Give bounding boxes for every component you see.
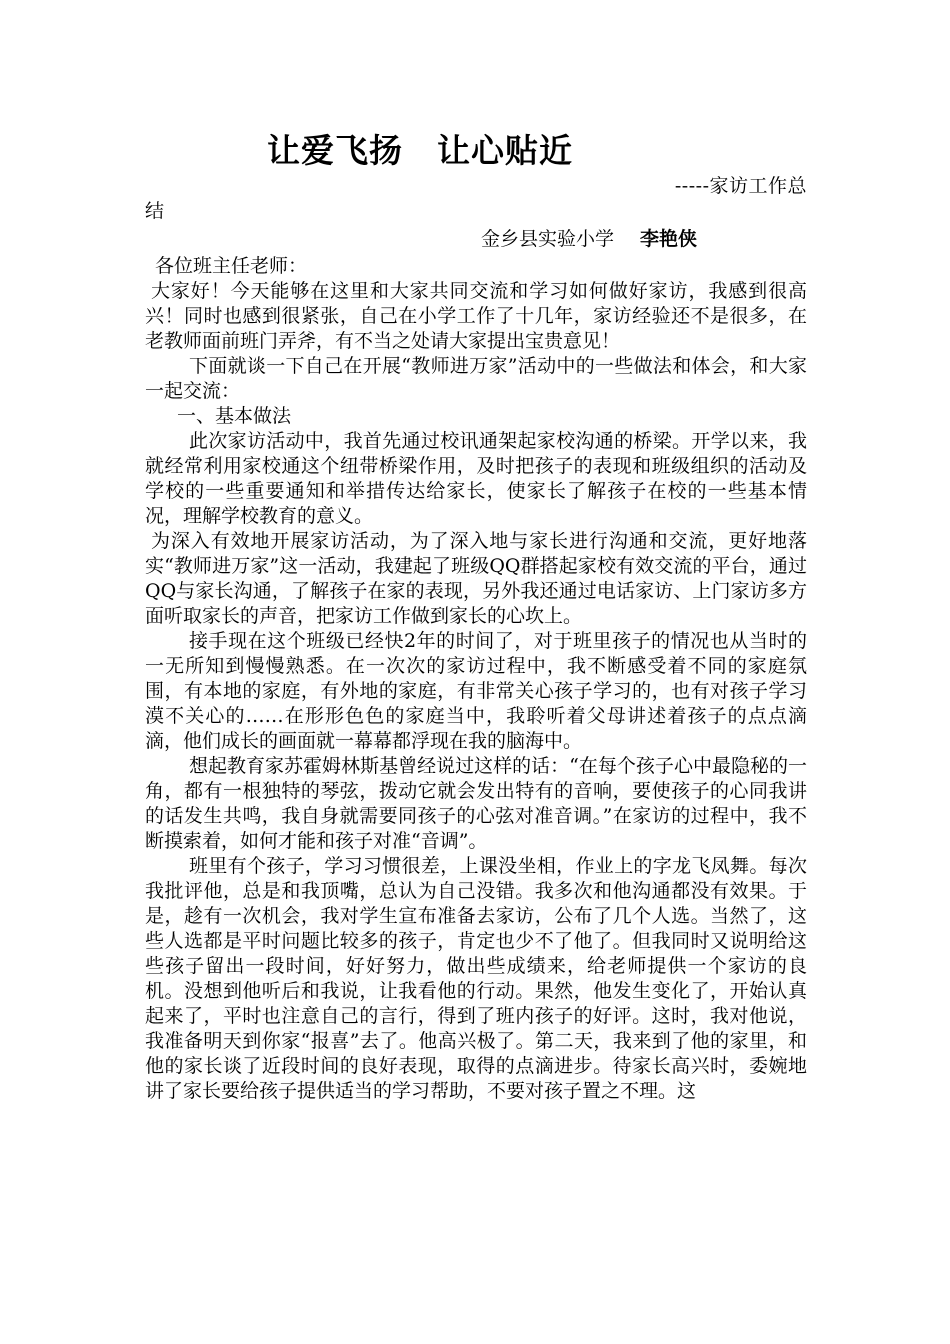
- paragraph-intro: 大家好！今天能够在这里和大家共同交流和学习如何做好家访，我感到很高兴！同时也感到很紧张，自己在小学工作了十几年，家访经验还不是很多，在老教师面前班门弄斧，有不当之处请大家提出宝贵意见！: [145, 280, 807, 352]
- document-subtitle: -----家访工作总: [674, 175, 807, 197]
- paragraph-body: 想起教育家苏霍姆林斯基曾经说过这样的话：“在每个孩子心中最隐秘的一角，都有一根独特的琴弦，拨动它就会发出特有的音响，要使孩子的心同我讲的话发生共鸣，我自身就需要同孩子的心弦对准音调。”在家访的过程中，我不断摸索着，如何才能和孩子对准“音调”。: [145, 755, 807, 852]
- document-subtitle-continuation: 结: [145, 200, 165, 222]
- paragraph-body: 班里有个孩子，学习习惯很差，上课没坐相，作业上的字龙飞凤舞。每次我批评他，总是和我顶嘴，总认为自己没错。我多次和他沟通都没有效果。于是，趁有一次机会，我对学生宣布准备去家访，公布了几个人选。当然了，这些人选都是平时问题比较多的孩子，肯定也少不了他了。但我同时又说明给这些孩子留出一段时间，好好努力，做出些成绩来，给老师提供一个家访的良机。没想到他听后和我说，让我看他的行动。果然，他发生变化了，开始认真起来了，平时也注意自己的言行，得到了班内孩子的好评。这时，我对他说，我准备明天到你家“报喜”去了。他高兴极了。第二天，我来到了他的家里，和他的家长谈了近段时间的良好表现，取得的点滴进步。待家长高兴时，委婉地讲了家长要给孩子提供适当的学习帮助，不要对孩子置之不理。这: [145, 855, 807, 1102]
- document-page: [145, 128, 807, 1104]
- author-line: [481, 224, 807, 254]
- school-name: 金乡县实验小学: [481, 228, 615, 250]
- paragraph-body: 接手现在这个班级已经快2年的时间了，对于班里孩子的情况也从当时的一无所知到慢慢熟悉。在一次次的家访过程中，我不断感受着不同的家庭氛围，有本地的家庭，有外地的家庭，有非常关心孩子学习的，也有对孩子学习漠不关心的……在形形色色的家庭当中，我聆听着父母讲述着孩子的点点滴滴，他们成长的画面就一幕幕都浮现在我的脑海中。: [145, 630, 807, 752]
- paragraph-body: 为深入有效地开展家访活动，为了深入地与家长进行沟通和交流，更好地落实“教师进万家”这一活动，我建起了班级QQ群搭起家校有效交流的平台，通过QQ与家长沟通，了解孩子在家的表现，另外我还通过电话家访、上门家访多方面听取家长的声音，把家访工作做到家长的心坎上。: [145, 530, 807, 627]
- author-name: 李艳侠: [640, 228, 698, 250]
- greeting: 各位班主任老师：: [155, 255, 308, 277]
- paragraph-body: 此次家访活动中，我首先通过校讯通架起家校沟通的桥梁。开学以来，我就经常利用家校通这个纽带桥梁作用，及时把孩子的表现和班级组织的活动及学校的一些重要通知和举措传达给家长，使家长了解孩子在校的一些基本情况，理解学校教育的意义。: [145, 430, 807, 527]
- paragraph-overview: 下面就谈一下自己在开展“教师进万家”活动中的一些做法和体会，和大家一起交流：: [145, 355, 807, 402]
- section-heading: 一、基本做法: [177, 405, 292, 427]
- document-title: 让爱飞扬 让心贴近: [267, 131, 573, 170]
